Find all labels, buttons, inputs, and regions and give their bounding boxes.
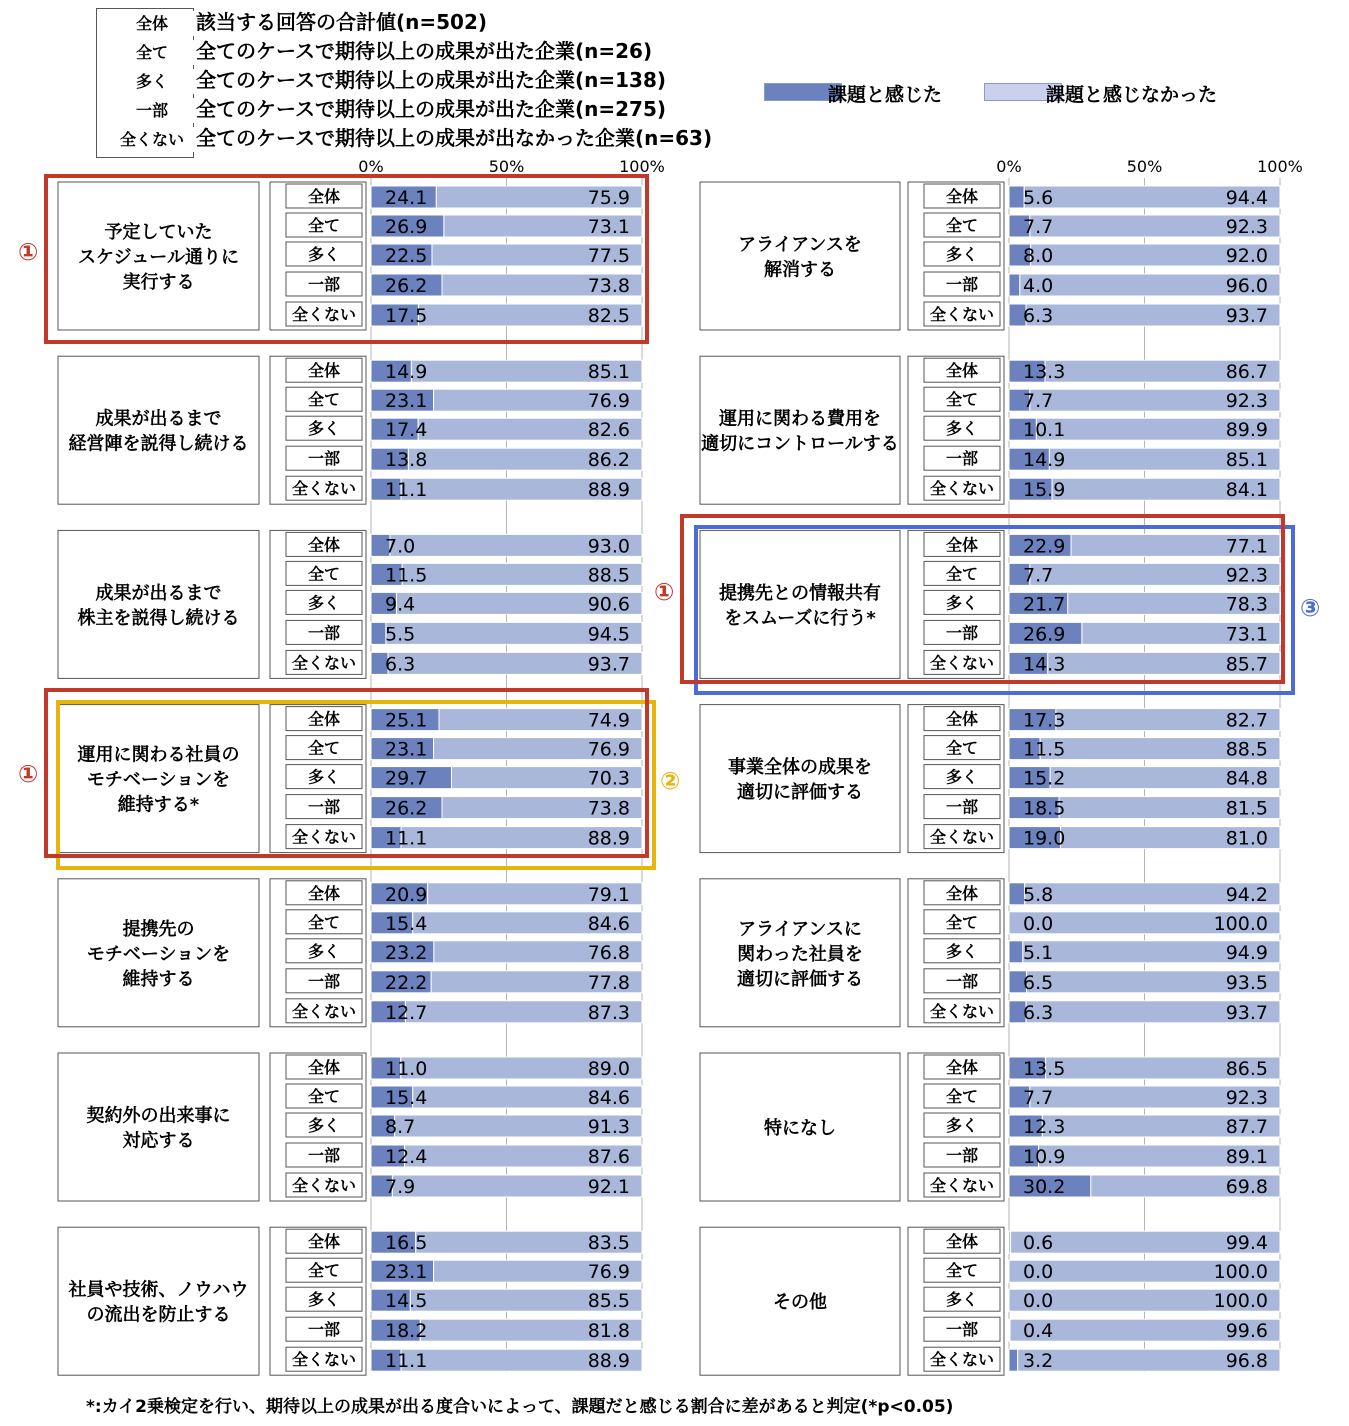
value-label-felt: 14.9 [1023,449,1066,472]
value-label-felt: 0.4 [1023,1320,1054,1343]
value-label-not-felt: 78.3 [1225,593,1268,616]
value-label-felt: 13.8 [385,449,428,472]
item-label: モチベーションを [86,943,231,965]
value-label-not-felt: 94.2 [1225,883,1268,906]
value-label-felt: 11.1 [385,1350,428,1373]
category-label: 全て [945,564,979,584]
category-label: 全体 [945,709,979,729]
category-label: 一部 [307,1320,341,1340]
value-label-not-felt: 92.3 [1225,216,1268,238]
item-label: 運用に関わる費用を [719,408,881,430]
category-label: 一部 [945,797,979,817]
category-label: 多く [945,1116,979,1135]
category-label: 多く [945,419,979,439]
value-label-felt: 7.9 [385,1176,416,1198]
category-label: 一部 [307,971,341,991]
value-label-not-felt: 77.8 [587,971,630,994]
category-label: 全体 [307,535,341,555]
legend-desc-2: 全てのケースで期待以上の成果が出た企業(n=26) [196,39,653,63]
value-label-felt: 19.0 [1023,827,1066,850]
value-label-not-felt: 69.8 [1225,1176,1268,1198]
category-label: 全体 [945,187,979,206]
category-label: 多く [945,941,979,961]
category-label: 全くない [291,479,357,499]
legend-desc-1: 該当する回答の合計値(n=502) [196,10,488,34]
value-label-felt: 29.7 [385,767,428,790]
value-label-felt: 15.2 [1023,767,1066,790]
value-label-felt: 11.1 [385,827,428,850]
category-label: 全体 [945,361,979,381]
value-label-felt: 17.5 [385,305,428,327]
item-label: 適切に評価する [737,782,863,804]
category-label: 多く [945,767,979,787]
category-label: 全くない [291,827,357,847]
value-label-not-felt: 86.2 [587,449,630,472]
item-label: 対応する [122,1130,195,1152]
bar-felt [1009,1349,1018,1371]
value-label-felt: 26.2 [385,275,428,297]
category-label: 全体 [307,361,341,381]
value-label-not-felt: 77.1 [1225,535,1268,558]
value-label-felt: 16.5 [385,1232,428,1255]
category-label: 一部 [945,275,979,294]
value-label-felt: 21.7 [1023,593,1066,616]
x-tick-label: 50% [488,157,525,176]
value-label-not-felt: 75.9 [587,187,630,209]
value-label-felt: 23.2 [385,941,428,964]
value-label-felt: 13.5 [1023,1058,1066,1080]
value-label-felt: 14.5 [385,1290,428,1313]
value-label-not-felt: 100.0 [1213,1261,1268,1284]
value-label-not-felt: 94.5 [587,623,630,646]
category-label: 全て [307,738,341,758]
legend-label-felt: 課題と感じた [828,84,943,106]
value-label-felt: 25.1 [385,709,428,732]
value-label-felt: 11.5 [385,564,428,587]
value-label-felt: 17.4 [385,419,428,442]
item-label: をスムーズに行う* [724,607,876,629]
x-tick-label: 0% [358,157,384,176]
value-label-felt: 22.5 [385,245,428,267]
value-label-not-felt: 85.1 [1225,449,1268,472]
category-label: 全くない [291,305,357,324]
category-label: 一部 [307,1146,341,1165]
annotation-1-middle: ① [18,760,39,788]
value-label-felt: 14.9 [385,361,428,384]
value-label-felt: 26.9 [385,216,428,238]
value-label-not-felt: 96.8 [1225,1350,1268,1373]
category-label: 全体 [307,1232,341,1252]
value-label-not-felt: 73.1 [587,216,630,238]
value-label-felt: 10.1 [1023,419,1066,442]
category-label: 全体 [307,883,341,903]
value-label-felt: 11.5 [1023,738,1066,761]
item-label-box [700,356,900,504]
item-label: 成果が出るまで [95,408,222,430]
category-label: 全て [307,390,341,410]
value-label-felt: 11.1 [385,479,428,502]
value-label-not-felt: 73.8 [587,275,630,297]
value-label-felt: 23.1 [385,738,428,761]
value-label-not-felt: 100.0 [1213,1290,1268,1313]
value-label-not-felt: 82.6 [587,419,630,442]
category-label: 全体 [307,187,341,206]
category-label: 全て [945,1261,979,1281]
item-label: モチベーションを [86,769,231,791]
category-label: 多く [307,1116,341,1135]
value-label-felt: 13.3 [1023,361,1066,384]
x-tick-label: 50% [1126,157,1163,176]
value-label-not-felt: 76.9 [587,390,630,413]
value-label-not-felt: 84.6 [587,912,630,935]
item-label-box [58,1053,259,1201]
value-label-not-felt: 86.5 [1225,1058,1268,1080]
x-tick-label: 0% [996,157,1022,176]
value-label-felt: 23.1 [385,390,428,413]
value-label-not-felt: 89.1 [1225,1146,1268,1168]
value-label-felt: 26.2 [385,797,428,820]
value-label-not-felt: 92.0 [1225,245,1268,267]
value-label-felt: 12.4 [385,1146,428,1168]
item-label: 適切に評価する [737,968,863,990]
value-label-not-felt: 87.3 [587,1001,630,1024]
category-label: 全体 [945,883,979,903]
value-label-felt: 18.2 [385,1320,428,1343]
value-label-not-felt: 99.4 [1225,1232,1268,1255]
value-label-felt: 0.0 [1023,912,1054,935]
bar-felt [1009,274,1020,296]
value-label-felt: 17.3 [1023,709,1066,732]
category-label: 一部 [945,971,979,991]
category-label: 多く [945,1290,979,1310]
category-label: 全くない [929,1176,995,1195]
category-label: 多く [307,1290,341,1310]
annotation-1-right: ① [654,578,675,606]
item-label: 関わった社員を [737,943,863,965]
category-label: 全て [945,738,979,758]
footnote: *:カイ2乗検定を行い、期待以上の成果が出る度合いによって、課題だと感じる割合に差があると判定(*p<0.05) [86,1397,954,1417]
item-label: アライアンスに [738,918,862,940]
item-label: 適切にコントロールする [701,433,899,455]
value-label-felt: 7.7 [1023,1087,1054,1109]
value-label-felt: 30.2 [1023,1176,1066,1198]
value-label-not-felt: 81.0 [1225,827,1268,850]
value-label-not-felt: 73.8 [587,797,630,820]
value-label-not-felt: 89.9 [1225,419,1268,442]
value-label-not-felt: 92.3 [1225,390,1268,413]
category-label: 一部 [945,1146,979,1165]
legend-key-3: 多く [108,69,196,94]
value-label-felt: 5.5 [385,623,416,646]
item-label-box [700,705,900,853]
value-label-not-felt: 85.7 [1225,653,1268,676]
category-label: 一部 [307,449,341,469]
legend-label-not-felt: 課題と感じなかった [1046,84,1218,106]
legend-key-1: 全体 [108,11,196,36]
annotation-3: ③ [1300,594,1321,622]
category-label: 多く [307,767,341,787]
category-label: 一部 [945,449,979,469]
value-label-felt: 10.9 [1023,1146,1066,1168]
category-label: 全くない [291,1176,357,1195]
item-label: 株主を説得し続ける [77,607,240,629]
item-label: 経営陣を説得し続ける [68,433,249,455]
category-label: 一部 [945,623,979,643]
value-label-not-felt: 74.9 [587,709,630,732]
category-label: 全くない [291,653,357,673]
category-label: 全くない [291,1001,357,1021]
value-label-not-felt: 85.5 [587,1290,630,1313]
value-label-not-felt: 82.7 [1225,709,1268,732]
value-label-felt: 15.9 [1023,479,1066,502]
item-label: 特になし [764,1118,836,1139]
item-label: 運用に関わる社員の [77,744,240,766]
bar-felt [1009,186,1024,208]
value-label-felt: 0.6 [1023,1232,1054,1255]
value-label-not-felt: 96.0 [1225,275,1268,297]
value-label-not-felt: 94.9 [1225,941,1268,964]
category-label: 全体 [945,1232,979,1252]
category-label: 全くない [929,827,995,847]
category-label: 全くない [929,653,995,673]
value-label-felt: 6.3 [385,653,416,676]
value-label-not-felt: 93.7 [1225,1001,1268,1024]
value-label-not-felt: 81.8 [587,1320,630,1343]
value-label-not-felt: 100.0 [1213,912,1268,935]
value-label-not-felt: 88.9 [587,479,630,502]
category-label: 多く [307,419,341,439]
value-label-felt: 18.5 [1023,797,1066,820]
category-label: 全体 [307,1058,341,1077]
value-label-not-felt: 85.1 [587,361,630,384]
bar-felt [371,622,386,644]
item-label: 実行する [122,272,195,293]
item-label-box [58,356,259,504]
value-label-felt: 0.0 [1023,1290,1054,1313]
value-label-felt: 8.7 [385,1116,416,1138]
value-label-not-felt: 91.3 [587,1116,630,1138]
item-label: アライアンスを [738,234,862,256]
category-label: 全くない [291,1350,357,1370]
category-label: 全体 [945,1058,979,1077]
category-label: 多く [307,941,341,961]
category-label: 全て [945,912,979,932]
x-tick-label: 100% [619,157,665,176]
item-label: 事業全体の成果を [728,757,872,779]
item-label: スケジュール通りに [78,247,239,268]
value-label-felt: 14.3 [1023,653,1066,676]
annotation-1-top: ① [18,238,39,266]
value-label-not-felt: 87.7 [1225,1116,1268,1138]
x-tick-label: 100% [1257,157,1303,176]
value-label-felt: 23.1 [385,1261,428,1284]
value-label-not-felt: 93.7 [587,653,630,676]
item-label: 社員や技術、ノウハウ [68,1279,249,1301]
category-label: 一部 [307,623,341,643]
item-label: 解消する [764,259,836,281]
value-label-felt: 8.0 [1023,245,1054,267]
value-label-not-felt: 93.7 [1225,305,1268,327]
value-label-not-felt: 79.1 [587,883,630,906]
value-label-felt: 4.0 [1023,275,1054,297]
item-label: 維持する* [117,794,200,816]
category-label: 全て [307,564,341,584]
value-label-felt: 6.3 [1023,305,1054,327]
item-label-box [700,530,900,678]
value-label-not-felt: 92.1 [587,1176,630,1198]
item-label: 成果が出るまで [95,582,222,604]
annotation-2: ② [660,767,681,795]
bar-felt [1009,941,1023,963]
value-label-not-felt: 92.3 [1225,1087,1268,1109]
value-label-not-felt: 93.0 [587,535,630,558]
item-label-box [700,182,900,330]
value-label-not-felt: 70.3 [587,767,630,790]
value-label-felt: 5.6 [1023,187,1054,209]
legend-desc-5: 全てのケースで期待以上の成果が出なかった企業(n=63) [196,126,713,150]
category-label: 全て [945,390,979,410]
value-label-felt: 5.1 [1023,941,1054,964]
value-label-felt: 7.7 [1023,564,1054,587]
category-label: 一部 [307,797,341,817]
legend-desc-4: 全てのケースで期待以上の成果が出た企業(n=275) [196,97,667,121]
value-label-felt: 11.0 [385,1058,428,1080]
item-label: 契約外の出来事に [86,1105,231,1127]
category-label: 全くない [929,1001,995,1021]
value-label-felt: 12.7 [385,1001,428,1024]
value-label-not-felt: 84.1 [1225,479,1268,502]
value-label-not-felt: 77.5 [587,245,630,267]
value-label-felt: 0.0 [1023,1261,1054,1284]
value-label-not-felt: 88.9 [587,1350,630,1373]
category-label: 全て [945,216,979,235]
value-label-not-felt: 88.5 [587,564,630,587]
value-label-felt: 5.8 [1023,883,1054,906]
category-label: 全体 [945,535,979,555]
category-label: 全体 [307,709,341,729]
category-label: 一部 [945,1320,979,1340]
value-label-not-felt: 92.3 [1225,564,1268,587]
value-label-felt: 6.5 [1023,971,1054,994]
value-label-not-felt: 89.0 [587,1058,630,1080]
item-label: 予定していた [104,222,213,243]
value-label-felt: 7.0 [385,535,416,558]
category-label: 多く [307,245,341,264]
category-label: 多く [307,593,341,613]
category-label: 全て [945,1087,979,1106]
value-label-not-felt: 86.7 [1225,361,1268,384]
value-label-felt: 22.9 [1023,535,1066,558]
value-label-felt: 22.2 [385,971,428,994]
category-label: 全くない [929,305,995,324]
item-label: の流出を防止する [86,1304,231,1326]
value-label-not-felt: 76.8 [587,941,630,964]
legend-key-2: 全て [108,40,196,65]
value-label-not-felt: 82.5 [587,305,630,327]
value-label-not-felt: 94.4 [1225,187,1268,209]
category-label: 全くない [929,1350,995,1370]
legend-key-4: 一部 [108,98,196,123]
category-label: 全て [307,1087,341,1106]
value-label-not-felt: 81.5 [1225,797,1268,820]
category-label: 全て [307,912,341,932]
item-label: その他 [773,1292,827,1314]
item-label: 維持する [122,968,195,990]
legend-desc-3: 全てのケースで期待以上の成果が出た企業(n=138) [196,68,667,92]
value-label-felt: 12.3 [1023,1116,1066,1138]
item-label: 提携先との情報共有 [719,582,881,604]
category-label: 多く [945,245,979,264]
value-label-felt: 3.2 [1023,1350,1054,1373]
value-label-felt: 7.7 [1023,216,1054,238]
legend-key-5: 全くない [108,127,196,152]
value-label-not-felt: 84.8 [1225,767,1268,790]
value-label-not-felt: 99.6 [1225,1320,1268,1343]
item-label: 提携先の [122,918,195,940]
category-label: 全くない [929,479,995,499]
value-label-not-felt: 88.5 [1225,738,1268,761]
value-label-felt: 26.9 [1023,623,1066,646]
value-label-not-felt: 76.9 [587,1261,630,1284]
value-label-felt: 6.3 [1023,1001,1054,1024]
value-label-not-felt: 88.9 [587,827,630,850]
value-label-felt: 15.4 [385,1087,428,1109]
category-label: 全て [307,1261,341,1281]
value-label-felt: 20.9 [385,883,428,906]
category-label: 全て [307,216,341,235]
value-label-not-felt: 90.6 [587,593,630,616]
category-label: 一部 [307,275,341,294]
value-label-not-felt: 73.1 [1225,623,1268,646]
item-label-box [58,530,259,678]
value-label-not-felt: 87.6 [587,1146,630,1168]
item-label-box [58,1227,259,1375]
value-label-felt: 24.1 [385,187,428,209]
value-label-not-felt: 93.5 [1225,971,1268,994]
value-label-felt: 9.4 [385,593,416,616]
value-label-felt: 7.7 [1023,390,1054,413]
value-label-felt: 15.4 [385,912,428,935]
value-label-not-felt: 83.5 [587,1232,630,1255]
category-label: 多く [945,593,979,613]
value-label-not-felt: 76.9 [587,738,630,761]
value-label-not-felt: 84.6 [587,1087,630,1109]
